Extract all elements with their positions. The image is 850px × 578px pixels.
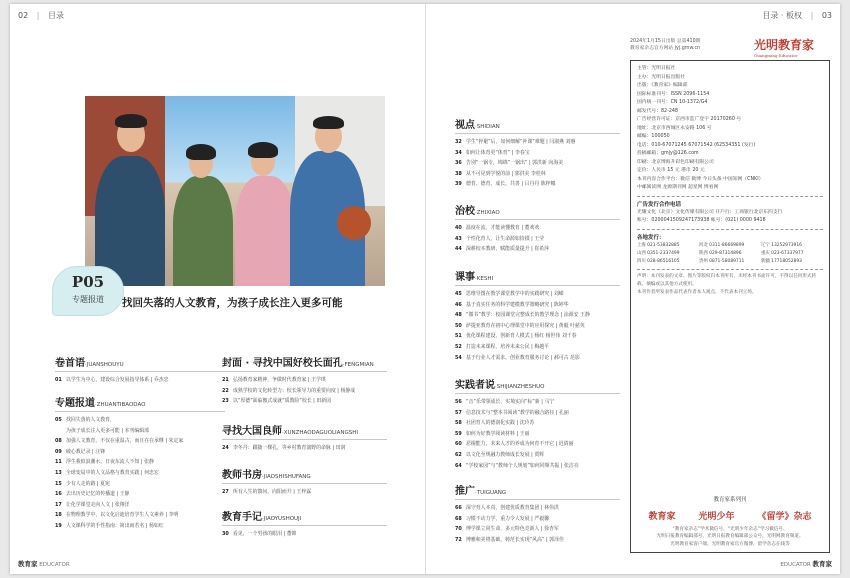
toc-row[interactable]: 51 优化课程建设，创新育人模式 | 杨红 杨世伟 刘千春 — [455, 333, 577, 340]
section-label: 目录 — [47, 11, 64, 20]
toc-row[interactable]: 23 以“厚德”面临傲式成就“质教险”校长 | 田新园 — [222, 398, 332, 405]
section-label: 目录 · 板权 — [762, 11, 803, 20]
cover-photo — [85, 96, 385, 286]
section-zhuanti: 专题报道·ZHUANTIBAODAO 05 找回失落的人文教育， 为孩子成长注入更多可能 | 本刊编辑部 08 加强人文教育，不仅在重温古，而且在在承继 | 朱定家 09 破心教记录 | 汪锋 11 浮生我似浪潮水，日夜东流人不知 | 张静 13 全球变局中的人文品格与教育实践 | 何忠宏 15 少有人走的路 | 夏宛 16 去出历史记忆的传播道 | 王静 17 让化学课堂走向人文 | 张翔洋 18 在物理教学中，以文化启迪培育学生人文素养 | 李明 19 人文课科学的手性指南：简出而若名 | 杨如红 — [55, 394, 225, 532]
toc-row[interactable]: 05 找回失落的人文教育， — [55, 417, 115, 423]
toc-row[interactable]: 50 萨提亚教育在初中心理课堂中的应用探究 | 黄毅 叶慈英 — [455, 322, 585, 329]
toc-row[interactable]: 34 如何让体育更“体育” | 李春宝 — [455, 149, 530, 156]
brand-logo: 光明教育家 Guangming Educator — [754, 38, 815, 58]
section-liangshi: 寻找大国良师·XUNZHAODAGUOLIANGSHI 24 李冬丹：跟随一棵孔，等乡村教育演野的命脉 | 田润 — [222, 422, 387, 454]
left-page-header: 02 | 目录 — [18, 11, 64, 20]
series-block: 教育家系列刊 教育家 光明少年 《留学》杂志 “教育家杂志”学术微信号、“光明少年杂志”学习微信号、 光明日报教育编辑部号、光明日报教育编辑部公众号，光明网教育频道。 光明教育家客户端、光明教育家官方微博、留学杂志在线等 — [648, 496, 812, 547]
section-zhixiao: 治校·ZHIXIAO 40 温度在流，才能读懂教育 | 董欢欢 43 个性化育人，让生命源如拾掇 | 王莹 44 深耕校本教研，赋能质量提升 | 崔希萍 — [455, 202, 620, 255]
toc-row[interactable]: 11 浮生我似浪潮水，日夜东流人不知 | 张静 — [55, 459, 154, 466]
masthead-box: 主管：光明日报社 主办：光明日报出版社 出版：《教育家》编辑部 国际标准刊号：ISSN 2096-1154 国内统一刊号：CN 10-1372/G4 邮发代号：82-248 广告经营许可证：京西市监广登字 20170260 号 地址：北京市西城区永安路 106 号 邮编：100050 电话：010-67071245 67071542 (62534351 (发行) 投稿邮箱：gmjy@126.com 印刷：北京博海升彩色印刷有限公司 定价：人民币 15 元 港币 20 元 本刊内容合作平台：微信 微博 今日头条 中国知网（CNKI） 中邮阅读网 龙源期刊网 超星网 博看网 广告发行合作电话 光耀文化（北京）文化传媒有限公司 开户行：工商银行北京东四支行 账号：0200041509247173938 帐号：(021) 0000 9418 各地发行： 上海 021-53832885 河北 0311-86669899 辽宁 13252973916 山西 0351-2337499 陕西 029-87314896 重庆 023-67337977 四川 028-86516105 贵州 0871-58089711 新疆 17718052893 声明：本刊发表的文章、图片等版权归本刊所有，未经本刊书面许可，不得以任何形式转载、摘编或以其他方式使用。 本刊作者所发表作品代表作者本人观点，不代表本刊立场。 教育家系列刊 教育家 光明少年 《留学》杂志 “教育家杂志”学术微信号、“光明少年杂志”学习微信号、 光明日报教育编辑部号、光明日报教育编辑部公众号，光明网教育频道。 光明教育家客户端、光明教育家官方微博、留学杂志在线等 — [630, 60, 830, 553]
toc-row[interactable]: 36 告别“一锅专，锦绵”一锅出” | 郭洪新 向海美 — [455, 160, 564, 167]
badge-page: P05 — [71, 273, 105, 291]
toc-row[interactable]: 38 从不可见到学悦的前 | 郭洪美 李桂林 — [455, 170, 546, 177]
toc-row[interactable]: 21 弘扬教育家精神，争做时代教育家 | 王学琪 — [222, 377, 326, 383]
toc-row[interactable]: 72 博雅和美将基础，铸范长实现“风高” | 郭泽佳 — [455, 536, 564, 543]
toc-row[interactable]: 32 学生“猝避”后，如何细解“补课”难题 | 闫淑燕 刘惠 — [455, 139, 576, 145]
toc-row[interactable]: 52 打造未来课程，培养未来公民 | 梅越平 — [455, 343, 550, 350]
toc-row[interactable]: 40 温度在流，才能读懂教育 | 董欢欢 — [455, 225, 540, 231]
toc-row[interactable]: 为孩子成长注入更多可能 | 本刊编辑部 — [66, 427, 150, 434]
toc-row[interactable]: 24 李冬丹：跟随一棵孔，等乡村教育演野的命脉 | 田润 — [222, 445, 346, 451]
magazine-spread — [10, 4, 840, 574]
section-keshi: 课事·KESHI 45 思维导图在教学课堂教学中的实践研究 | 刘嵘 46 基于真实任务的科学建模教学策略研究 | 陈婷华 48 “微书”教学：校园课堂完整成长的教学理念 | 涂源安 王静 50 萨提亚教育在初中心理课堂中的应用探究 | 黄毅 叶慈英 51 优化课程建设，创新育人模式 | 杨红 杨世伟 刘千春 52 打造未来课程，培养未来公民 | 梅越平 54 基于行业人才需求，创业教育服务讨论 | 郝可古 范影 — [455, 268, 620, 363]
toc-row[interactable]: 48 “微书”教学：校园课堂完整成长的教学理念 | 涂源安 王静 — [455, 312, 590, 319]
basketball-icon — [337, 206, 371, 240]
section-shufang: 教师书房·JIAOSHISHUFANG 27 所有人生的馈问，向阳而升 | 王梓霖 — [222, 466, 387, 498]
toc-row[interactable]: 58 社团育人的德润化实践 | 沈玲苏 — [455, 420, 535, 427]
badge-label: 专题报道 — [72, 295, 104, 304]
toc-row[interactable]: 19 人文课科学的手性指南：简出而若名 | 杨如红 — [55, 522, 164, 529]
right-page-header: 目录 · 板权 | 03 — [762, 11, 832, 20]
toc-row[interactable]: 57 信息技术与“整本书阅读”教学的融合路径 | 孔丽 — [455, 409, 569, 416]
toc-row[interactable]: 08 加强人文教育，不仅在重温古，而且在在承继 | 朱定家 — [55, 438, 184, 445]
gutter — [425, 4, 426, 574]
section-shijian: 实践者说·SHIJIANZHESHUO 56 “音”乐带领成长，实境实向“标”新 | 马宁 57 信息技术与“整本书阅读”教学的融合路径 | 孔丽 58 社团育人的德润化实践 | 沈玲苏 59 如何为好教学阅读材料 | 王丽 60 恶棍能力，未来人才的养成为何育不开它 | 迟倩丽 62 以文化至规融力教师成长发展 | 贾辉 64 “学校家园”与“教师个人规划”如何同频共振 | 张洁亮 — [455, 376, 620, 471]
series-logo[interactable]: 教育家 — [648, 511, 676, 522]
toc-row[interactable]: 16 去出历史记忆的传播道 | 王静 — [55, 491, 130, 498]
toc-row[interactable]: 01 以学生为中心，建设综合发展指导体系 | 乔杰忠 — [55, 377, 169, 383]
toc-row[interactable]: 59 如何为好教学阅读材料 | 王丽 — [455, 430, 530, 437]
toc-row[interactable]: 27 所有人生的馈问，向阳而升 | 王梓霖 — [222, 489, 312, 495]
page-number: 02 — [18, 11, 29, 20]
page-number: 03 — [821, 11, 832, 20]
toc-row[interactable]: 18 在物理教学中，以文化启迪培育学生人文素养 | 李明 — [55, 512, 179, 519]
pub-dateline: 2024年1月15日出版 总第410期 教育家杂志官方网站 jyj.gmw.cn — [630, 39, 701, 51]
toc-row[interactable]: 17 让化学课堂走向人文 | 张翔洋 — [55, 501, 130, 508]
feature-headline: 找回失落的人文教育，为孩子成长注入更多可能 — [122, 297, 343, 309]
toc-row[interactable]: 13 全球变局中的人文品格与教育实践 | 何忠宏 — [55, 469, 159, 476]
toc-row[interactable]: 70 博学课立同生命，多元特色竞新人 | 徐杏军 — [455, 526, 559, 533]
toc-row[interactable]: 09 破心教记录 | 汪锋 — [55, 448, 105, 455]
section-juanshouyu: 卷首语·JUANSHOUYU 01 以学生为中心，建设综合发展指导体系 | 乔杰忠 — [55, 354, 225, 386]
toc-row[interactable]: 46 基于真实任务的科学建模教学策略研究 | 陈婷华 — [455, 301, 569, 308]
toc-row[interactable]: 66 深守育人本真，创建优质教育集团 | 林伟洪 — [455, 505, 559, 511]
toc-row[interactable]: 39 德育、德育、成长、共善 | 吕丹丹 陈梓娜 — [455, 181, 556, 188]
toc-row[interactable]: 56 “音”乐带领成长，实境实向“标”新 | 马宁 — [455, 399, 555, 405]
agent-list: 上海 021-53832885 河北 0311-86669899 辽宁 13252973916 山西 0351-2337499 陕西 029-87314896 重庆 023-67337977 四川 028-86516105 贵州 0871-58089711 新疆 17718052893 — [637, 242, 804, 264]
series-logo[interactable]: 光明少年 — [698, 511, 735, 522]
feature-badge — [52, 266, 124, 316]
toc-row[interactable]: 43 个性化育人，让生命源如拾掇 | 王莹 — [455, 235, 545, 242]
section-shouji: 教育手记·JIAOYUSHOUJI 30 看见，一个男孩的眼泪 | 董锦 — [222, 508, 387, 540]
toc-row[interactable]: 15 少有人走的路 | 夏宛 — [55, 480, 110, 487]
toc-row[interactable]: 22 成熟学校的文化转型力：校长领导力的重要向度 | 杨静成 — [222, 387, 356, 394]
right-footer: EDUCATOR 教育家 — [780, 560, 832, 568]
series-logo[interactable]: 《留学》杂志 — [757, 511, 812, 522]
toc-row[interactable]: 44 深耕校本教研，赋能质量提升 | 崔希萍 — [455, 246, 550, 253]
toc-row[interactable]: 60 恶棍能力，未来人才的养成为何育不开它 | 迟倩丽 — [455, 441, 574, 448]
toc-row[interactable]: 62 以文化至规融力教师成长发展 | 贾辉 — [455, 451, 545, 458]
toc-row[interactable]: 64 “学校家园”与“教师个人规划”如何同频共振 | 张洁亮 — [455, 462, 579, 469]
toc-row[interactable]: 30 看见，一个男孩的眼泪 | 董锦 — [222, 531, 297, 537]
toc-row[interactable]: 68 习惯不动力学，重力令人发展 | 严毅馨 — [455, 515, 550, 522]
section-tuiguang: 推广·TUIGUANG 66 深守育人本真，创建优质教育集团 | 林伟洪 68 习惯不动力学，重力令人发展 | 严毅馨 70 博学课立同生命，多元特色竞新人 | 徐杏军 72 博雅和美将基础，铸范长实现“风高” | 郭泽佳 — [455, 482, 620, 545]
section-shidian: 视点·SHIDIAN 32 学生“猝避”后，如何细解“补课”难题 | 闫淑燕 刘惠 34 如何让体育更“体育” | 李春宝 36 告别“一锅专，锦绵”一锅出” | 郭洪新 向海美 38 从不可见到学悦的前 | 郭洪美 李桂林 39 德育、德育、成长、共善 | 吕丹丹 陈梓娜 — [455, 116, 620, 190]
toc-row[interactable]: 54 基于行业人才需求，创业教育服务讨论 | 郝可古 范影 — [455, 354, 580, 361]
toc-row[interactable]: 45 思维导图在教学课堂教学中的实践研究 | 刘嵘 — [455, 291, 564, 297]
left-footer: 教育家 EDUCATOR — [18, 560, 70, 568]
section-fengmian: 封面 · 寻找中国好校长面孔·FENGMIAN 21 弘扬教育家精神，争做时代教育家 | 王学琪 22 成熟学校的文化转型力：校长领导力的重要向度 | 杨静成 23 以“厚德”面临傲式成就“质教险”校长 | 田新园 — [222, 354, 387, 407]
